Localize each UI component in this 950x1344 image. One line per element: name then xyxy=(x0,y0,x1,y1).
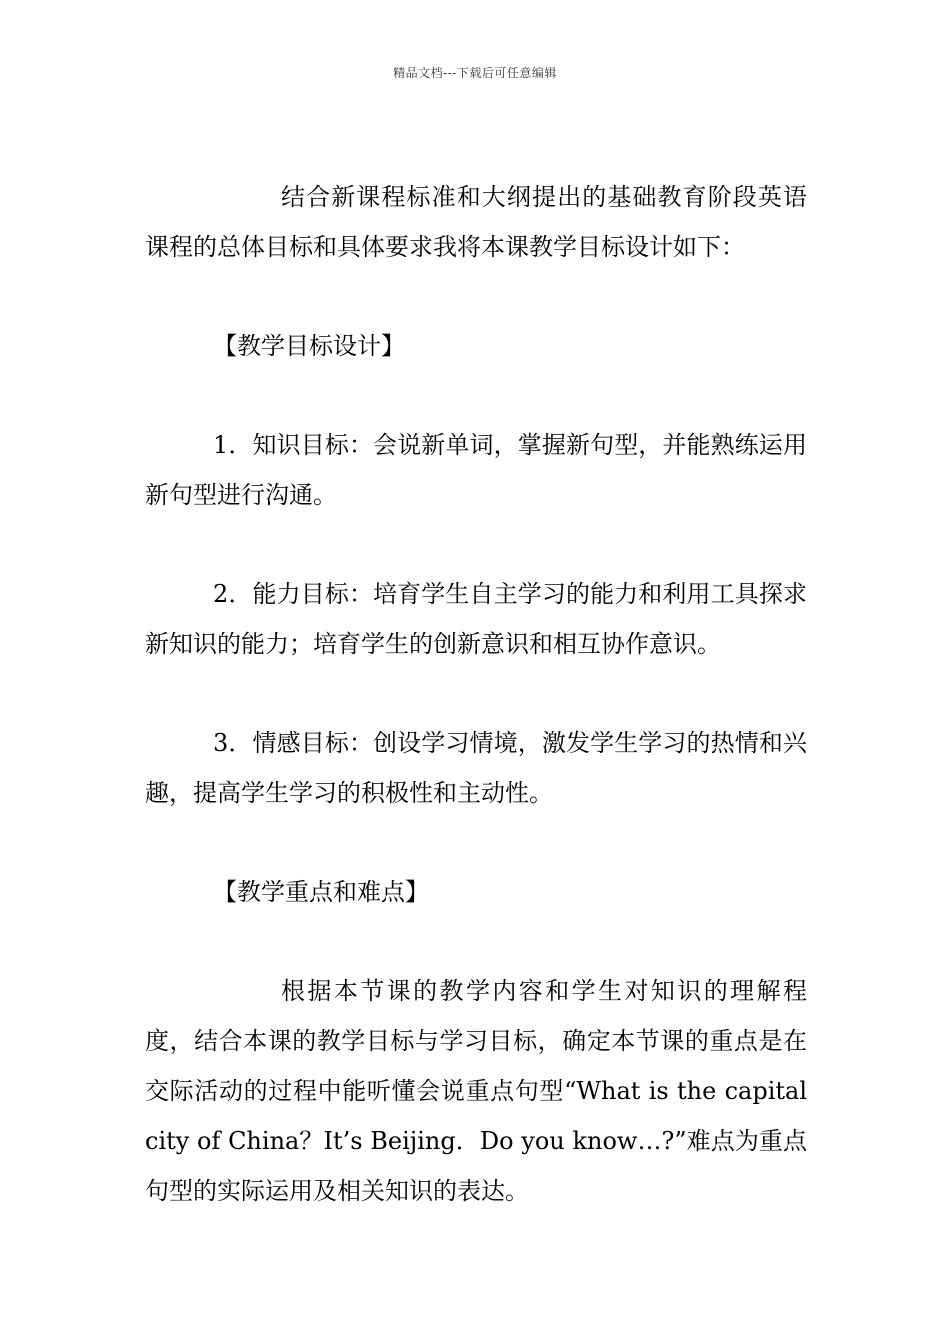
goal-ability-paragraph: 2．能力目标：培育学生自主学习的能力和利用工具探求新知识的能力；培育学生的创新意识和相互协作意识。 xyxy=(145,580,807,658)
goal-knowledge-paragraph: 1．知识目标：会说新单词，掌握新句型，并能熟练运用新句型进行沟通。 xyxy=(145,431,807,509)
intro-paragraph: 结合新课程标准和大纲提出的基础教育阶段英语课程的总体目标和具体要求我将本课教学目标设计如下： xyxy=(145,183,807,261)
section-heading-key-points: 【教学重点和难点】 xyxy=(213,878,429,906)
key-points-paragraph: 根据本节课的教学内容和学生对知识的理解程度，结合本课的教学目标与学习目标，确定本节课的重点是在交际活动的过程中能听懂会说重点句型“What is the capital city of China？It’s Beijing．Do you know…?”难点为重点句型的实际运用及相关知识的表达。 xyxy=(145,977,807,1205)
section-heading-teaching-goals: 【教学目标设计】 xyxy=(213,332,405,360)
document-body xyxy=(145,172,807,1216)
page-header: 精品文档---下载后可任意编辑 xyxy=(393,66,557,80)
goal-emotion-paragraph: 3．情感目标：创设学习情境，激发学生学习的热情和兴趣，提高学生学习的积极性和主动性。 xyxy=(145,729,807,807)
